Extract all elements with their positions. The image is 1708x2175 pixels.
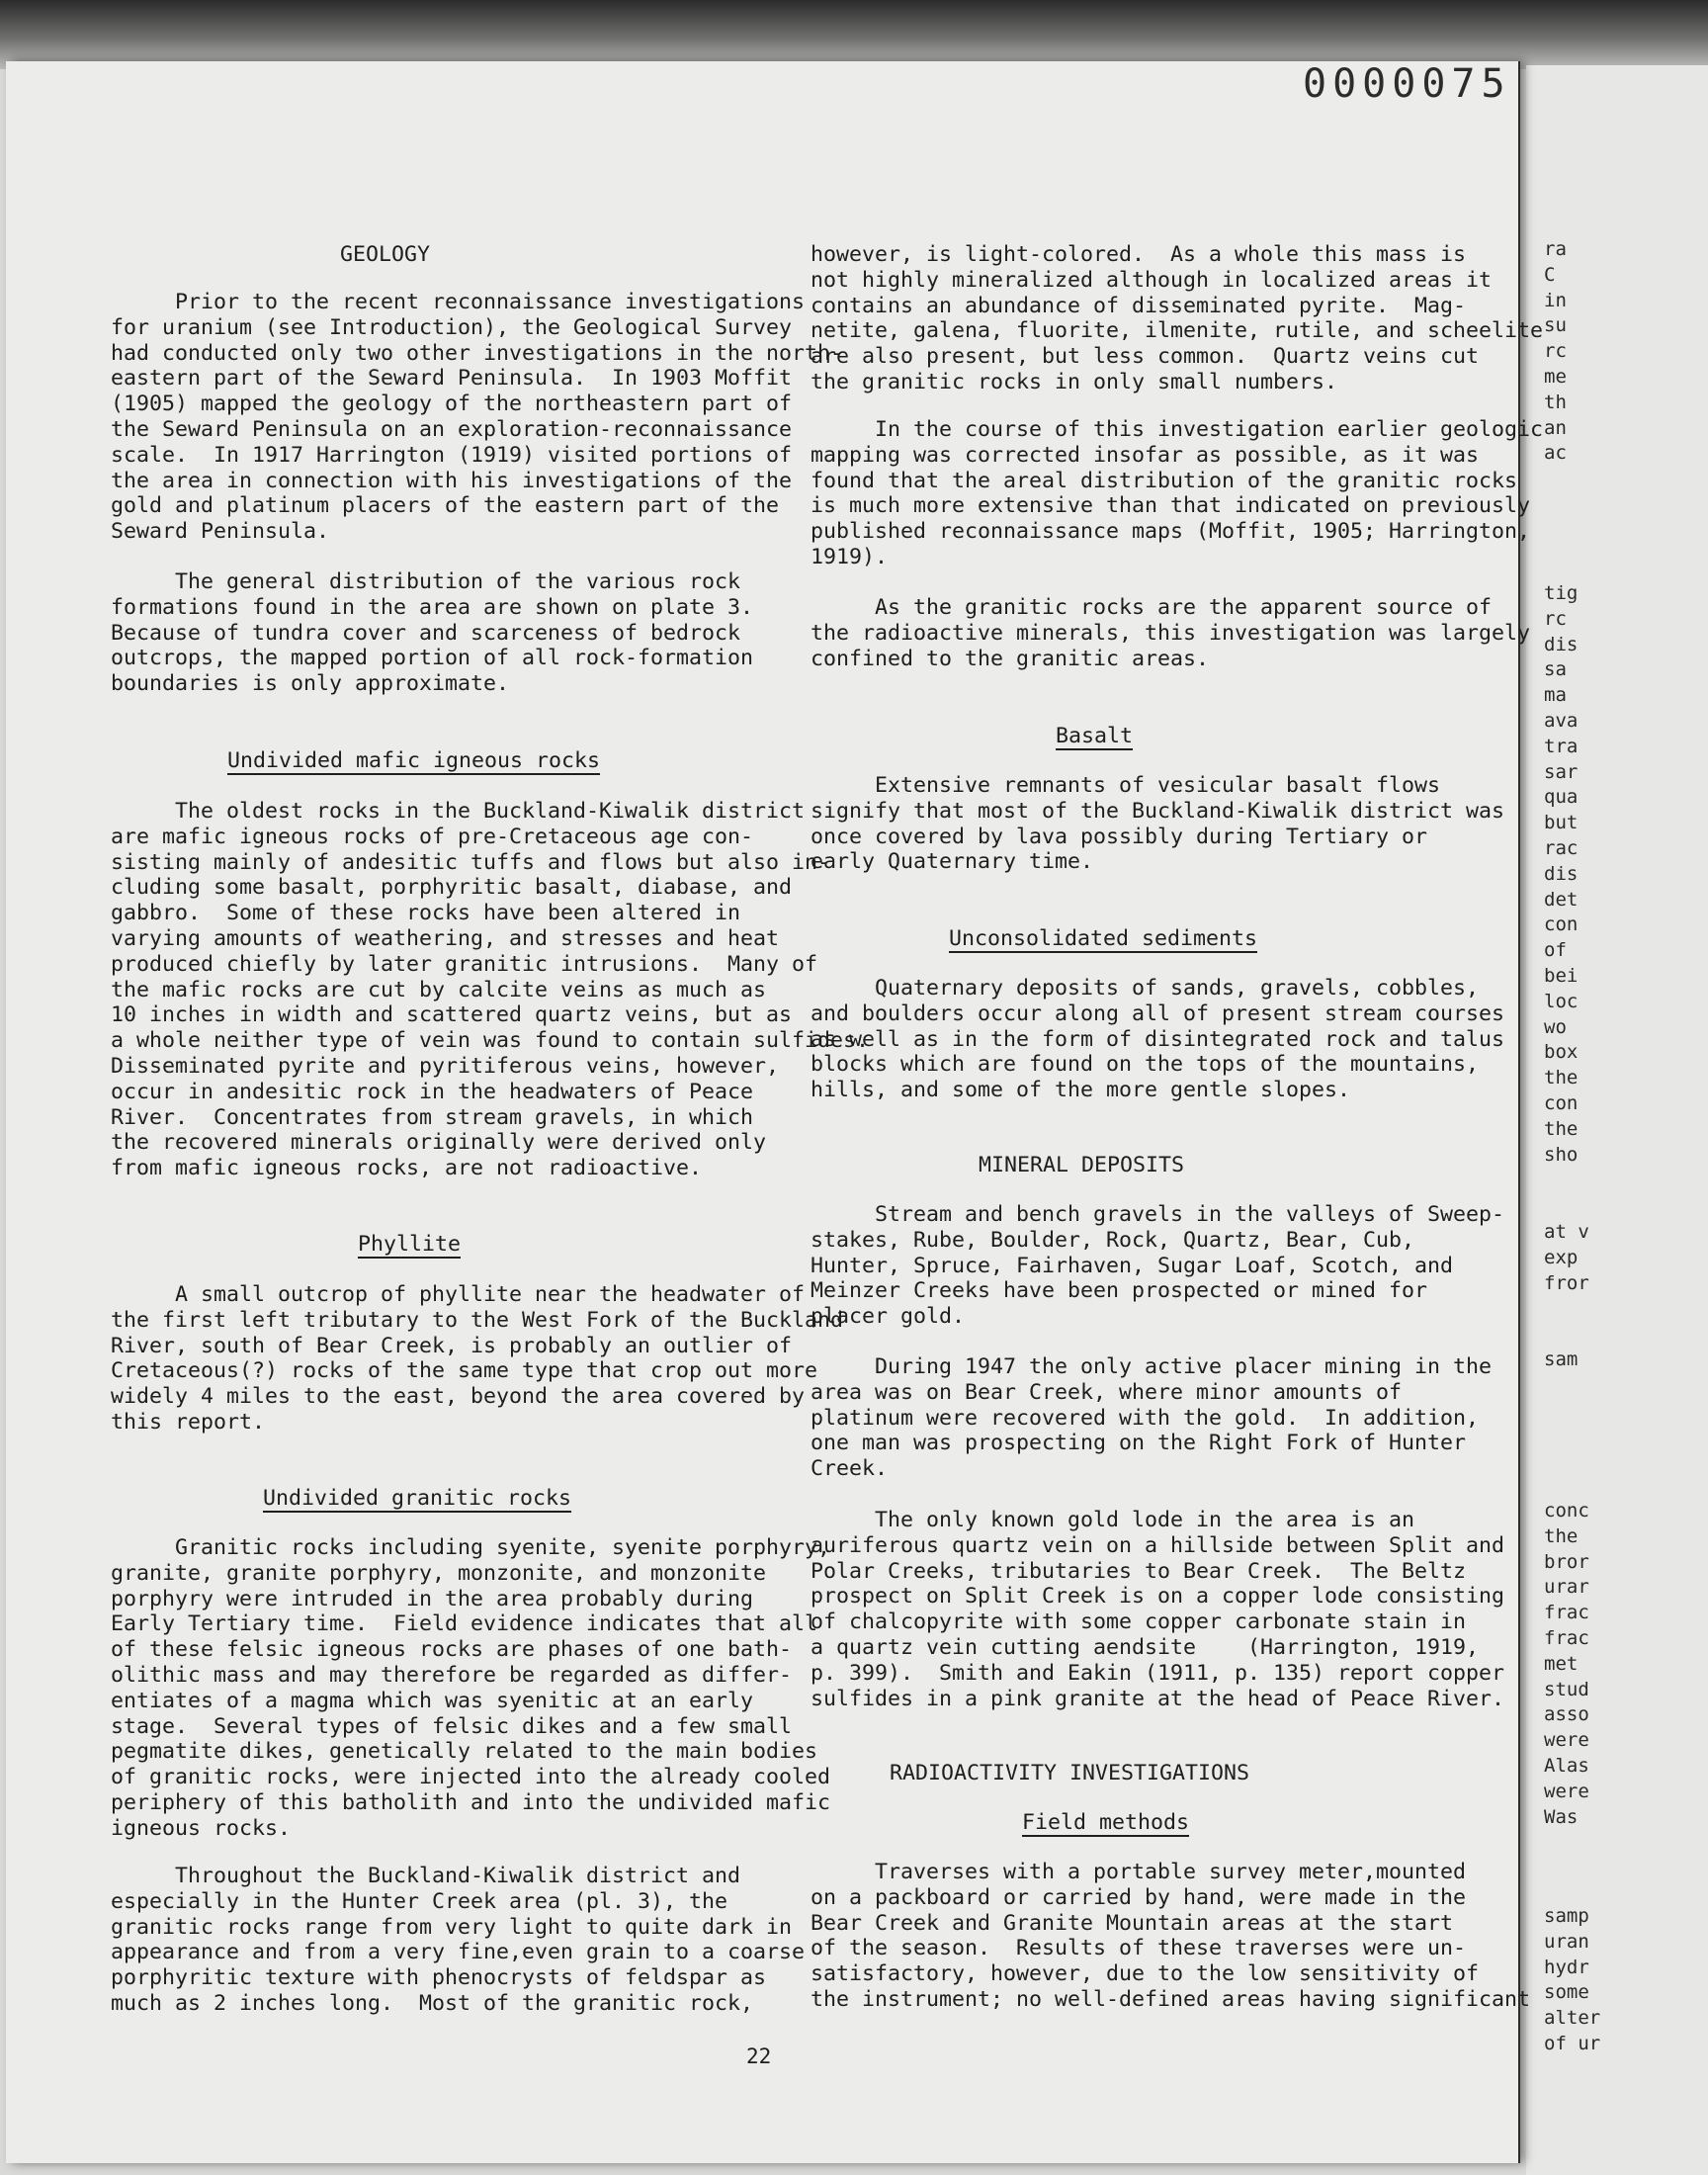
paragraph-mafic-1: The oldest rocks in the Buckland-Kiwalik district are mafic igneous rocks of pre-Cretaceous age con- sisting mainly of andesitic tuffs and flows but also in- cluding some basalt, porphyritic basalt, diabase, and gabbro. Some of these rocks have been altered in varying amounts of weathering, and stresses and heat produced chiefly by later granitic intrusions. Many of the mafic rocks are cut by calcite veins as much as 10 inches in width and scattered quartz veins, but as a whole neither type of vein was found to contain sulfides. Disseminated pyrite and pyritiferous veins, however, occur in andesitic rock in the headwaters of Peace River. Concentrates from stream gravels, in which the recovered minerals originally were derived only from mafic igneous rocks, are not radioactive. <box>111 799 870 1181</box>
scan-shadow <box>0 0 1708 69</box>
paragraph-geology-1: Prior to the recent reconnaissance investigations for uranium (see Introduction), the Geological Survey had conducted only two other investigations in the north- eastern part of the Seward Peninsula. In 1903 Moffit (1905) mapped the geology of the northeastern part of the Seward Peninsula on an exploration-reconnaissance scale. In 1917 Harrington (1919) visited portions of the area in connection with his investigations of the gold and platinum placers of the eastern part of the Seward Peninsula. <box>111 290 844 545</box>
paragraph-mineral-1: Stream and bench gravels in the valleys of Sweep- stakes, Rube, Boulder, Rock, Quartz, Bear, Cub, Hunter, Spruce, Fairhaven, Sugar Loaf, Scotch, and Meinzer Creeks have been prospected or mined for placer gold. <box>811 1202 1505 1330</box>
adjacent-page <box>1526 65 1708 2175</box>
paragraph-granitic-4: In the course of this investigation earlier geologic mapping was corrected insofar as possible, as it was found that the areal distribution of the granitic rocks is much more extensive than that indicated on previously published reconnaissance maps (Moffit, 1905; Harrington, 1919). <box>811 417 1544 569</box>
page-number: 22 <box>746 2044 772 2068</box>
paragraph-granitic-3: however, is light-colored. As a whole this mass is not highly mineralized although in localized areas it contains an abundance of disseminated pyrite. Mag- netite, galena, fluorite, ilmenite, rutile, and scheelite are also present, but less common. Quartz veins cut the granitic rocks in only small numbers. <box>811 242 1544 394</box>
next-page-fragment-1: ra C in su rc me th an ac <box>1544 238 1567 465</box>
paragraph-granitic-5: As the granitic rocks are the apparent source of the radioactive minerals, this investigation was largely confined to the granitic areas. <box>811 595 1531 671</box>
heading-basalt: Basalt <box>1056 724 1134 748</box>
paragraph-mineral-2: During 1947 the only active placer mining in the area was on Bear Creek, where minor amounts of platinum were recovered with the gold. In addition, one man was prospecting on the Right Fork of Hunter Creek. <box>811 1354 1493 1482</box>
next-page-fragment-6: samp uran hydr some alter of ur <box>1544 1905 1601 2054</box>
document-number: 0000075 <box>1303 61 1511 107</box>
paragraph-phyllite-1: A small outcrop of phyllite near the headwater of the first left tributary to the West Fork of the Buckland River, south of Bear Creek, is probably an outlier of Cretaceous(?) rocks of the same type that crop out more widely 4 miles to the east, beyond the area covered by this report. <box>111 1282 844 1435</box>
next-page-fragment-4: sam <box>1544 1348 1579 1370</box>
heading-mafic-rocks: Undivided mafic igneous rocks <box>227 748 601 773</box>
paragraph-geology-2: The general distribution of the various rock formations found in the area are shown on plate 3. Because of tundra cover and scarceness of bedrock outcrops, the mapped portion of all rock-formation boundaries is only approximate. <box>111 569 754 697</box>
paragraph-granitic-1: Granitic rocks including syenite, syenite porphyry, granite, granite porphyry, monzonite, and monzonite porphyry were intruded in the area probably during Early Tertiary time. Field evidence indicates that all of these felsic igneous rocks are phases of one bath- olithic mass and may therefore be regarded as differ- entiates of a magma which was syenitic at an early stage. Several types of felsic dikes and a few small pegmatite dikes, genetically related to the main bodies of granitic rocks, were injected into the already cooled periphery of this batholith and into the undivided mafic igneous rocks. <box>111 1535 831 1841</box>
next-page-fragment-5: conc the bror urar frac frac met stud asso were Alas were Was <box>1544 1500 1589 1828</box>
paragraph-granitic-2: Throughout the Buckland-Kiwalik district and especially in the Hunter Creek area (pl. 3), the granitic rocks range from very light to quite dark in appearance and from a very fine,even grain to a coarse porphyritic texture with phenocrysts of feldspar as much as 2 inches long. Most of the granitic rock, <box>111 1864 806 2016</box>
heading-geology: GEOLOGY <box>340 242 431 267</box>
paragraph-sediments-1: Quaternary deposits of sands, gravels, cobbles, and boulders occur along all of present stream courses as well as in the form of disintegrated rock and talus blocks which are found on the tops of the mountains, hills, and some of the more gentle slopes. <box>811 976 1505 1103</box>
heading-granitic-rocks: Undivided granitic rocks <box>263 1486 572 1511</box>
heading-mineral-deposits: MINERAL DEPOSITS <box>979 1153 1185 1177</box>
paragraph-basalt-1: Extensive remnants of vesicular basalt flows signify that most of the Buckland-Kiwalik district was once covered by lava possibly during Tertiary or early Quaternary time. <box>811 773 1505 875</box>
next-page-fragment-2: tig rc dis sa ma ava tra sar qua but rac dis det con of bei loc wo box the con the sho <box>1544 582 1579 1166</box>
heading-radioactivity-investigations: RADIOACTIVITY INVESTIGATIONS <box>890 1761 1250 1785</box>
heading-phyllite: Phyllite <box>358 1232 462 1257</box>
heading-unconsolidated-sediments: Unconsolidated sediments <box>949 926 1258 951</box>
paragraph-field-methods-1: Traverses with a portable survey meter,mounted on a packboard or carried by hand, were made in the Bear Creek and Granite Mountain areas at the start of the season. Results of these traverses were un- satisfactory, however, due to the low sensitivity of the instrument; no well-defined areas having significant <box>811 1860 1531 2012</box>
next-page-fragment-3: at v exp fror <box>1544 1221 1589 1294</box>
heading-field-methods: Field methods <box>1022 1810 1190 1835</box>
paragraph-mineral-3: The only known gold lode in the area is an auriferous quartz vein on a hillside between Split and Polar Creeks, tributaries to Bear Creek. The Beltz prospect on Split Creek is on a copper lode consisting of chalcopyrite with some copper carbonate stain in a quartz vein cutting aendsite (Harrington, 1919, p. 399). Smith and Eakin (1911, p. 135) report copper sulfides in a pink granite at the head of Peace River. <box>811 1508 1505 1711</box>
